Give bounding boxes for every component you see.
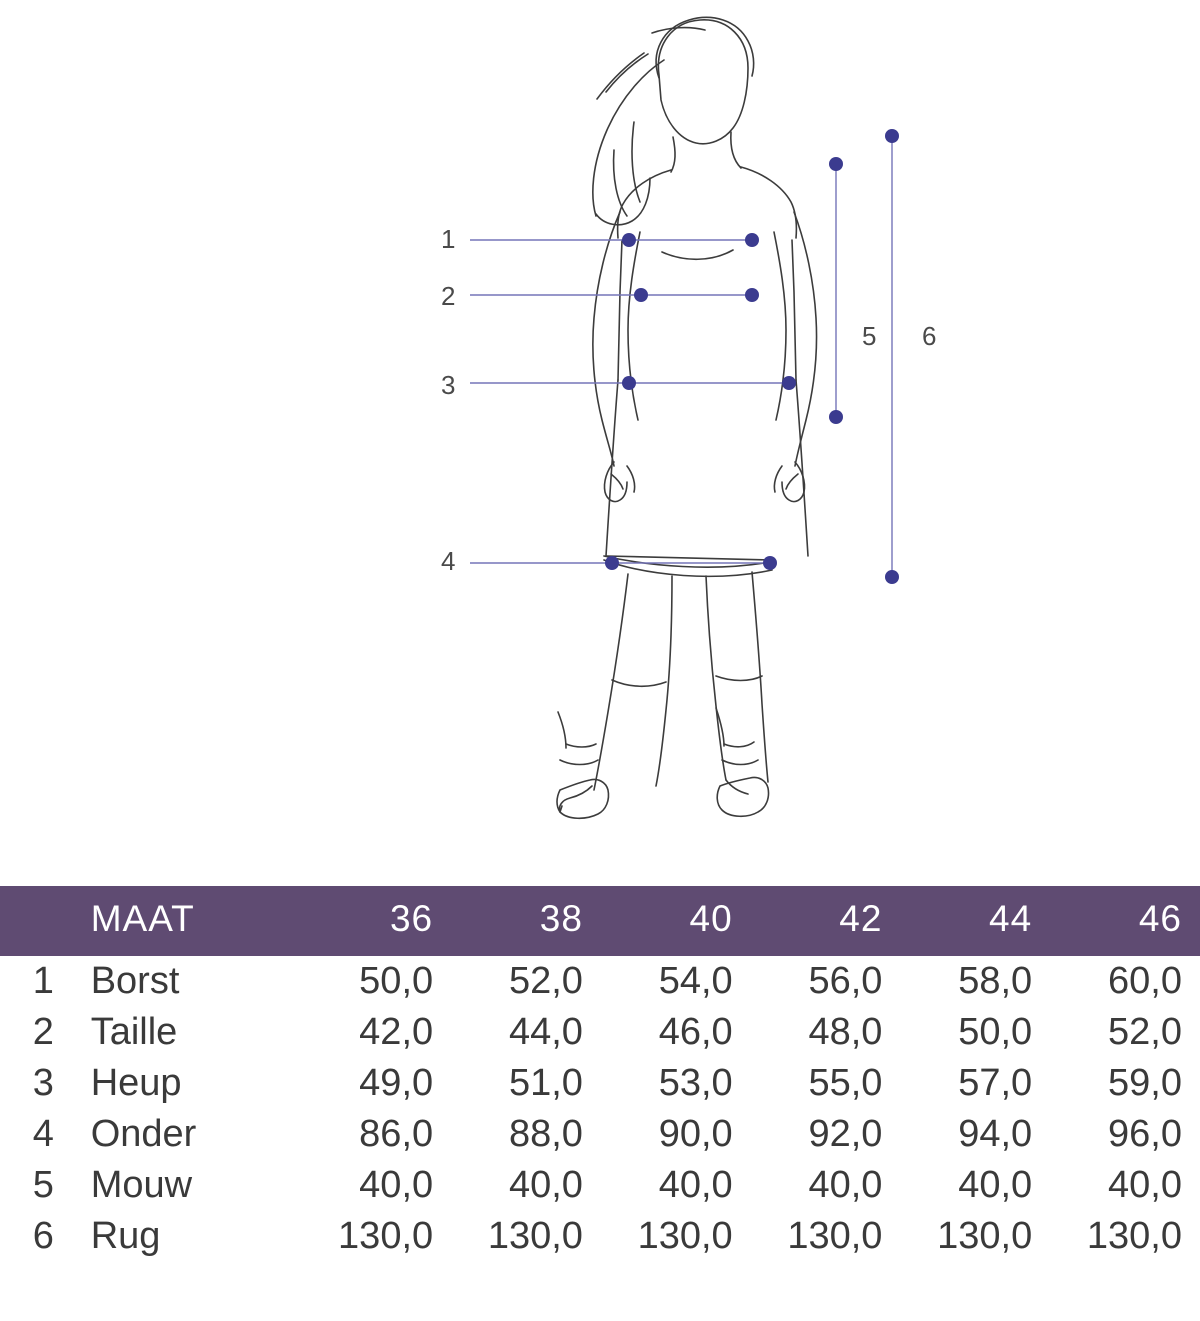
row-index: 2: [0, 1007, 87, 1058]
row-index: 6: [0, 1211, 87, 1262]
row-value: 54,0: [601, 956, 751, 1007]
header-index: [0, 886, 87, 956]
row-value: 55,0: [751, 1058, 901, 1109]
callout-label-6: 6: [922, 321, 937, 351]
row-label: Borst: [87, 956, 302, 1007]
row-value: 46,0: [601, 1007, 751, 1058]
row-label: Mouw: [87, 1160, 302, 1211]
header-size-40: 40: [689, 898, 733, 939]
row-index: 5: [0, 1160, 87, 1211]
callout-label-3: 3: [441, 370, 456, 400]
row-value: 59,0: [1050, 1058, 1200, 1109]
row-value: 50,0: [900, 1007, 1050, 1058]
row-value: 48,0: [751, 1007, 901, 1058]
measurement-lines: [470, 136, 892, 577]
row-value: 130,0: [900, 1211, 1050, 1262]
table-row: [0, 956, 1200, 1007]
row-index: 1: [0, 956, 87, 1007]
table-body: [0, 956, 1200, 1262]
row-value: 57,0: [900, 1058, 1050, 1109]
table-row: [0, 1160, 1200, 1211]
row-value: 50,0: [301, 956, 451, 1007]
row-label: Onder: [87, 1109, 302, 1160]
row-value: 60,0: [1050, 956, 1200, 1007]
measurement-markers: [605, 129, 899, 584]
row-value: 130,0: [451, 1211, 601, 1262]
row-value: 40,0: [1050, 1160, 1200, 1211]
table-row: [0, 1007, 1200, 1058]
row-value: 96,0: [1050, 1109, 1200, 1160]
row-value: 40,0: [301, 1160, 451, 1211]
row-value: 130,0: [301, 1211, 451, 1262]
row-label: Heup: [87, 1058, 302, 1109]
row-value: 40,0: [451, 1160, 601, 1211]
header-size-46: 46: [1138, 898, 1182, 939]
row-value: 86,0: [301, 1109, 451, 1160]
callout-label-1: 1: [441, 224, 456, 254]
row-value: 52,0: [1050, 1007, 1200, 1058]
row-value: 51,0: [451, 1058, 601, 1109]
row-value: 58,0: [900, 956, 1050, 1007]
size-chart-table: [0, 886, 1200, 1262]
callout-label-5: 5: [862, 321, 877, 351]
row-label: Rug: [87, 1211, 302, 1262]
table-row: [0, 1058, 1200, 1109]
row-value: 130,0: [601, 1211, 751, 1262]
table-header: [0, 886, 1200, 956]
row-value: 49,0: [301, 1058, 451, 1109]
row-value: 40,0: [601, 1160, 751, 1211]
callout-label-4: 4: [441, 546, 456, 576]
row-value: 40,0: [900, 1160, 1050, 1211]
table-row: [0, 1109, 1200, 1160]
row-value: 88,0: [451, 1109, 601, 1160]
row-index: 3: [0, 1058, 87, 1109]
row-value: 40,0: [751, 1160, 901, 1211]
header-size-38: 38: [539, 898, 583, 939]
table-row: [0, 1211, 1200, 1262]
row-label: Taille: [87, 1007, 302, 1058]
row-value: 42,0: [301, 1007, 451, 1058]
callout-label-2: 2: [441, 281, 456, 311]
header-maat: MAAT: [90, 898, 195, 939]
row-value: 90,0: [601, 1109, 751, 1160]
row-value: 130,0: [1050, 1211, 1200, 1262]
header-size-42: 42: [839, 898, 883, 939]
row-value: 53,0: [601, 1058, 751, 1109]
table-header-row: [0, 886, 1200, 956]
row-value: 92,0: [751, 1109, 901, 1160]
row-value: 56,0: [751, 956, 901, 1007]
row-value: 94,0: [900, 1109, 1050, 1160]
row-value: 130,0: [751, 1211, 901, 1262]
header-size-36: 36: [389, 898, 434, 939]
row-index: 4: [0, 1109, 87, 1160]
header-size-44: 44: [989, 898, 1033, 939]
row-value: 52,0: [451, 956, 601, 1007]
row-value: 44,0: [451, 1007, 601, 1058]
